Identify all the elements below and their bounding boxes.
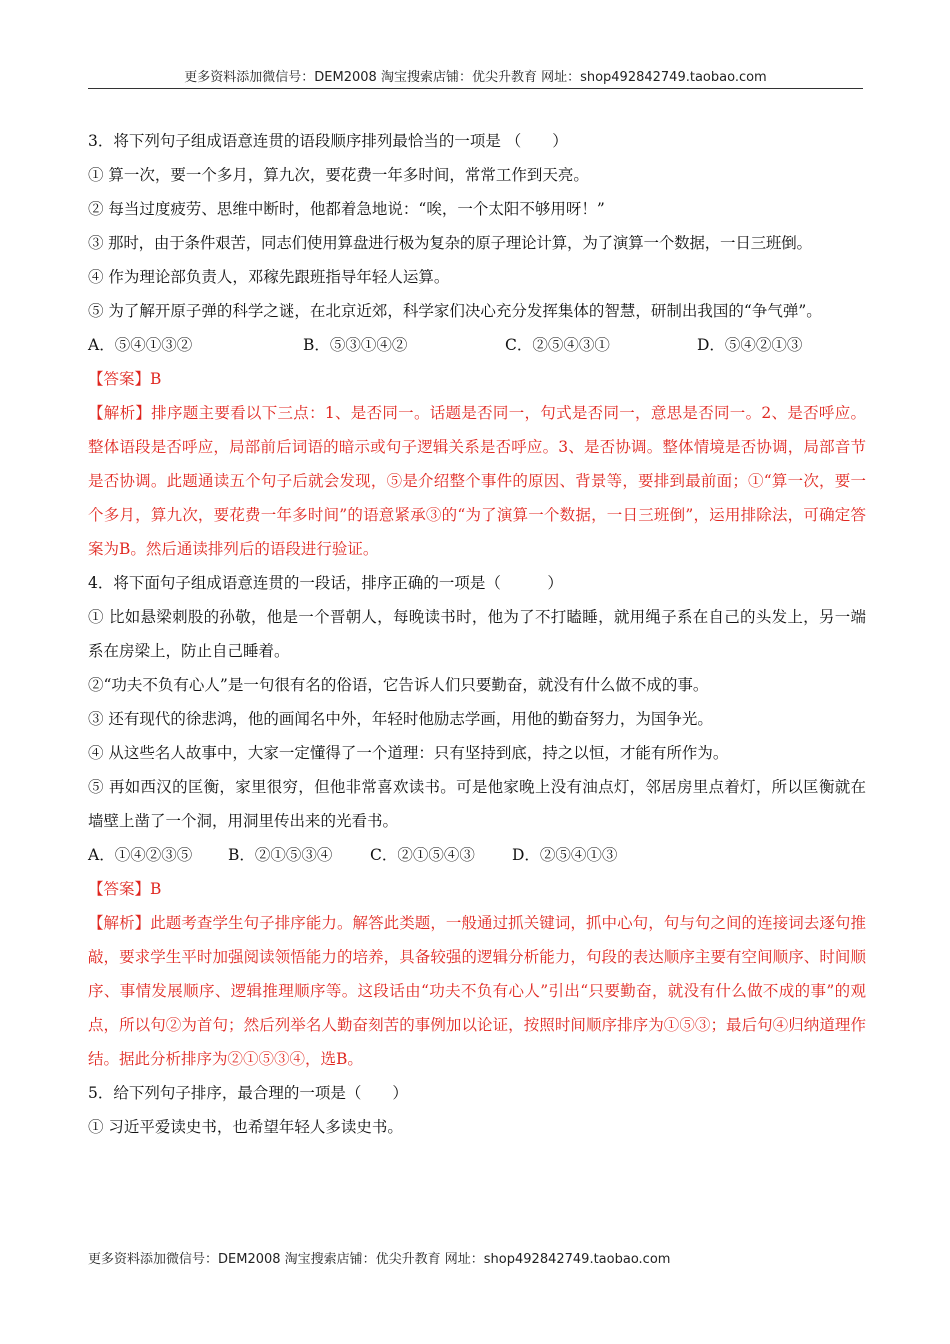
q3-analysis: 【解析】排序题主要看以下三点：1、是否同一。话题是否同一，句式是否同一，意思是否同一。2、是否呼应。整体语段是否呼应，局部前后词语的暗示或句子逻辑关系是否呼应。3、是否协调。整体情境是否协调，局部音节是否协调。此题通读五个句子后就会发现，⑤是介绍整个事件的原因、背景等，要排到最前面；①“算一次，要一个多月，算九次，要花费一年多时间”的语意紧承③的“为了演算一个数据，一日三班倒”，运用排除法，可确定答案为B。然后通读排列后的语段进行验证。 xyxy=(88,404,866,558)
q4-option-b: B．②①⑤③④ xyxy=(228,846,333,864)
q3-sentence-3: ③ 那时，由于条件艰苦，同志们使用算盘进行极为复杂的原子理论计算，为了演算一个数据，一日三班倒。 xyxy=(88,234,812,252)
q3-sentence-4: ④ 作为理论部负责人，邓稼先跟班指导年轻人运算。 xyxy=(88,268,450,286)
q4-sentence-3: ③ 还有现代的徐悲鸿，他的画闻名中外，年轻时他励志学画，用他的勤奋努力，为国争光。 xyxy=(88,710,713,728)
q5-sentence-1: ① 习近平爱读史书，也希望年轻人多读史书。 xyxy=(88,1118,403,1136)
q4-option-c: C．②①⑤④③ xyxy=(370,846,475,864)
q4-stem: 4．将下面句子组成语意连贯的一段话，排序正确的一项是（ ） xyxy=(88,574,563,592)
page-header: 更多资料添加微信号：DEM2008 淘宝搜索店铺：优尖升教育 网址：shop492842749.taobao.com xyxy=(184,70,767,85)
header-divider xyxy=(88,88,863,89)
q4-answer: 【答案】B xyxy=(88,880,162,898)
q3-sentence-2: ② 每当过度疲劳、思维中断时，他都着急地说：“唉，一个太阳不够用呀！” xyxy=(88,200,605,218)
q4-sentence-5: ⑤ 再如西汉的匡衡，家里很穷，但他非常喜欢读书。可是他家晚上没有油点灯，邻居房里点着灯，所以匡衡就在墙壁上凿了一个洞，用洞里传出来的光看书。 xyxy=(88,778,866,830)
q4-options xyxy=(88,838,866,872)
q4-option-d: D．②⑤④①③ xyxy=(512,846,618,864)
page-footer: 更多资料添加微信号：DEM2008 淘宝搜索店铺：优尖升教育 网址：shop492842749.taobao.com xyxy=(88,1252,671,1267)
q4-option-a: A．①④②③⑤ xyxy=(88,846,193,864)
q4-sentence-4: ④ 从这些名人故事中，大家一定懂得了一个道理：只有坚持到底，持之以恒，才能有所作为。 xyxy=(88,744,729,762)
q3-stem: 3．将下列句子组成语意连贯的语段顺序排列最恰当的一项是 （ ） xyxy=(88,132,568,150)
q3-option-a: A．⑤④①③② xyxy=(88,336,193,354)
q3-answer: 【答案】B xyxy=(88,370,162,388)
q4-sentence-2: ②“功夫不负有心人”是一句很有名的俗语，它告诉人们只要勤奋，就没有什么做不成的事。 xyxy=(88,676,709,694)
q3-option-c: C．②⑤④③① xyxy=(505,336,610,354)
q5-stem: 5．给下列句子排序，最合理的一项是（ ） xyxy=(88,1084,408,1102)
q3-sentence-5: ⑤ 为了解开原子弹的科学之谜，在北京近郊，科学家们决心充分发挥集体的智慧，研制出我国的“争气弹”。 xyxy=(88,302,822,320)
q4-sentence-1: ① 比如悬梁刺股的孙敬，他是一个晋朝人，每晚读书时，他为了不打瞌睡，就用绳子系在自己的头发上，另一端系在房梁上，防止自己睡着。 xyxy=(88,608,866,660)
q3-sentence-1: ① 算一次，要一个多月，算九次，要花费一年多时间，常常工作到天亮。 xyxy=(88,166,589,184)
q3-option-d: D．⑤④②①③ xyxy=(697,336,803,354)
document-body xyxy=(88,124,866,1144)
q3-option-b: B．⑤③①④② xyxy=(303,336,408,354)
q3-options xyxy=(88,328,866,362)
q4-analysis: 【解析】此题考查学生句子排序能力。解答此类题，一般通过抓关键词，抓中心句，句与句之间的连接词去逐句推敲，要求学生平时加强阅读领悟能力的培养，具备较强的逻辑分析能力，句段的表达顺序主要有空间顺序、时间顺序、事情发展顺序、逻辑推理顺序等。这段话由“功夫不负有心人”引出“只要勤奋，就没有什么做不成的事”的观点，所以句②为首句；然后列举名人勤奋刻苦的事例加以论证，按照时间顺序排序为①⑤③；最后句④归纳道理作结。据此分析排序为②①⑤③④，选B。 xyxy=(88,914,866,1068)
